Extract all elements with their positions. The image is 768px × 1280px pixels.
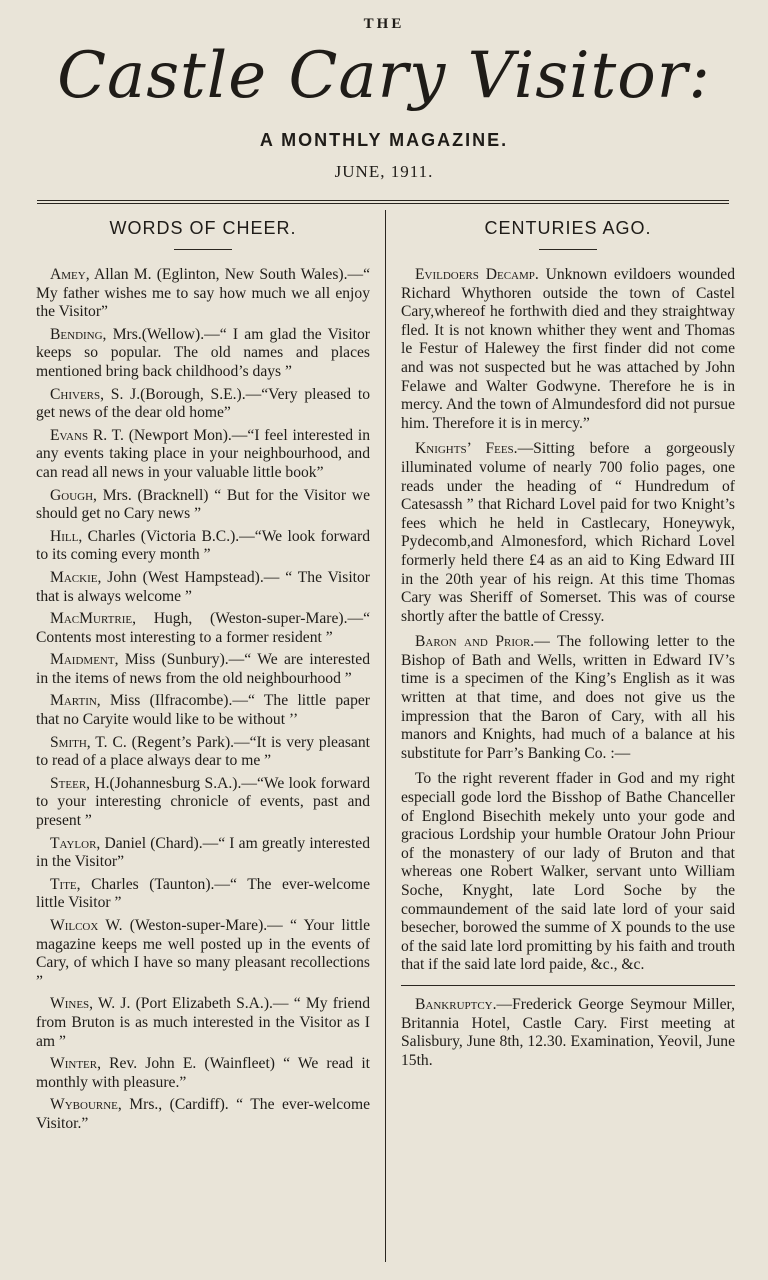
list-item: Gough, Mrs. (Bracknell) “ But for the Visitor we should get no Cary news ” — [36, 486, 370, 523]
centuries-ago-heading: CENTURIES AGO. — [484, 218, 652, 238]
article-knights-fees: Knights’ Fees.—Sitting before a gorgeously illuminated volume of nearly 700 folio pages, one reads under the heading of “ Hundredum of Catesassh ” that Richard Lovel paid for two Knight’s fees which he held in Castlecary, Honeywyk, Pydecomb,and Almonesford, which Richard Lovel formerly held there £4 as an aid to King Edward III in the 20th year of his reign. At this time Thomas Cary was Sheriff of Somerset. This was of course shortly after the battle of Cressy. — [401, 440, 735, 625]
header-rule — [37, 200, 729, 204]
article-baron-and-prior: Baron and Prior.— The following letter to the Bishop of Bath and Wells, written in Edward IV’s time is a specimen of the King’s English as it was written at that time, and does not give us the impression that the Baron of Cary, with all his manors and Knights, had much of a balance at his substitute for Parr’s Banking Co. :— — [401, 633, 735, 762]
list-item: MacMurtrie, Hugh, (Weston-super-Mare).—“ Contents most interesting to a former resident ” — [36, 610, 370, 646]
words-of-cheer-heading: WORDS OF CHEER. — [109, 218, 297, 238]
heading-rule — [174, 249, 232, 250]
masthead-subtitle: A MONTHLY MAGAZINE. — [259, 130, 509, 150]
list-item: Tite, Charles (Taunton).—“ The ever-welcome little Visitor ” — [36, 875, 370, 912]
heading-rule — [539, 249, 597, 250]
section-rule — [401, 985, 735, 986]
list-item: Chivers, S. J.(Borough, S.E.).—“Very pleased to get news of the dear old home” — [36, 385, 370, 422]
list-item: Maidment, Miss (Sunbury).—“ We are interested in the items of news from the old neighbourhood ” — [36, 651, 370, 687]
list-item: Wines, W. J. (Port Elizabeth S.A.).— “ My friend from Bruton is as much interested in the Visitor as I am ” — [36, 995, 370, 1050]
list-item: Mackie, John (West Hampstead).— “ The Visitor that is always welcome ” — [36, 568, 370, 605]
masthead-title: Castle Cary Visitor: — [57, 39, 711, 113]
words-of-cheer-column — [36, 212, 370, 1138]
centuries-ago-column — [401, 212, 735, 1074]
list-item: Wybourne, Mrs., (Cardiff). “ The ever-welcome Visitor.” — [36, 1096, 370, 1132]
issue-date: JUNE, 1911. — [334, 162, 434, 181]
masthead-the: THE — [363, 16, 405, 32]
list-item: Wilcox W. (Weston-super-Mare).— “ Your little magazine keeps me well posted up in the events of Cary, of which I have so many pleasant recollections ” — [36, 917, 370, 990]
list-item: Steer, H.(Johannesburg S.A.).—“We look forward to your interesting chronicle of events, past and present ” — [36, 774, 370, 830]
list-item: Smith, T. C. (Regent’s Park).—“It is very pleasant to read of a place always dear to me ” — [36, 733, 370, 770]
list-item: Winter, Rev. John E. (Wainfleet) “ We read it monthly with pleasure.” — [36, 1055, 370, 1091]
list-item: Martin, Miss (Ilfracombe).—“ The little paper that no Caryite would like to be without ’’ — [36, 692, 370, 729]
article-bankruptcy: Bankruptcy.—Frederick George Seymour Miller, Britannia Hotel, Castle Cary. First meeting at Salisbury, June 8th, 12.30. Examination, Yeovil, June 15th. — [401, 995, 735, 1069]
column-divider — [385, 210, 386, 1262]
list-item: Bending, Mrs.(Wellow).—“ I am glad the Visitor keeps so popular. The old names and places mentioned bring back childhood’s days ” — [36, 325, 370, 380]
article-letter: To the right reverent ffader in God and my right especiall gode lord the Bisshop of Bathe Chanceller of Englond Bisechith mekely unto your gode and gracious Lordship your humble Oratour John Priour of the monastery of our lady of Bruton and that whereas one Robert Walker, servant unto William Soche, Knyght, late Lord Soche by the commaundement of the said late lord of your said besecher, borowed the summe of X pounds to the use of the said late lord promitting by his faith and trouth that if the said late lord paide, &c., &c. — [401, 770, 735, 974]
list-item: Amey, Allan M. (Eglinton, New South Wales).—“ My father wishes me to say how much we all enjoy the Visitor” — [36, 266, 370, 321]
list-item: Hill, Charles (Victoria B.C.).—“We look forward to its coming every month ” — [36, 527, 370, 564]
article-evildoers: Evildoers Decamp. Unknown evildoers wounded Richard Whythoren outside the town of Castel Cary,whereof he forthwith died and they straightway fled. It is not known whither they went and Thomas le Festur of Halewey the first finder did not come and was not suspected but he was attached by John Felawe and Walter Godwyne. Therefore he is in mercy. And the town of Almundesford did not pursue him. Therefore it is in mercy.” — [401, 266, 736, 432]
list-item: Evans R. T. (Newport Mon).—“I feel interested in any events taking place in your neighbourhood, and can read all news in your valuable little book” — [36, 426, 370, 481]
list-item: Taylor, Daniel (Chard).—“ I am greatly interested in the Visitor” — [36, 834, 370, 871]
